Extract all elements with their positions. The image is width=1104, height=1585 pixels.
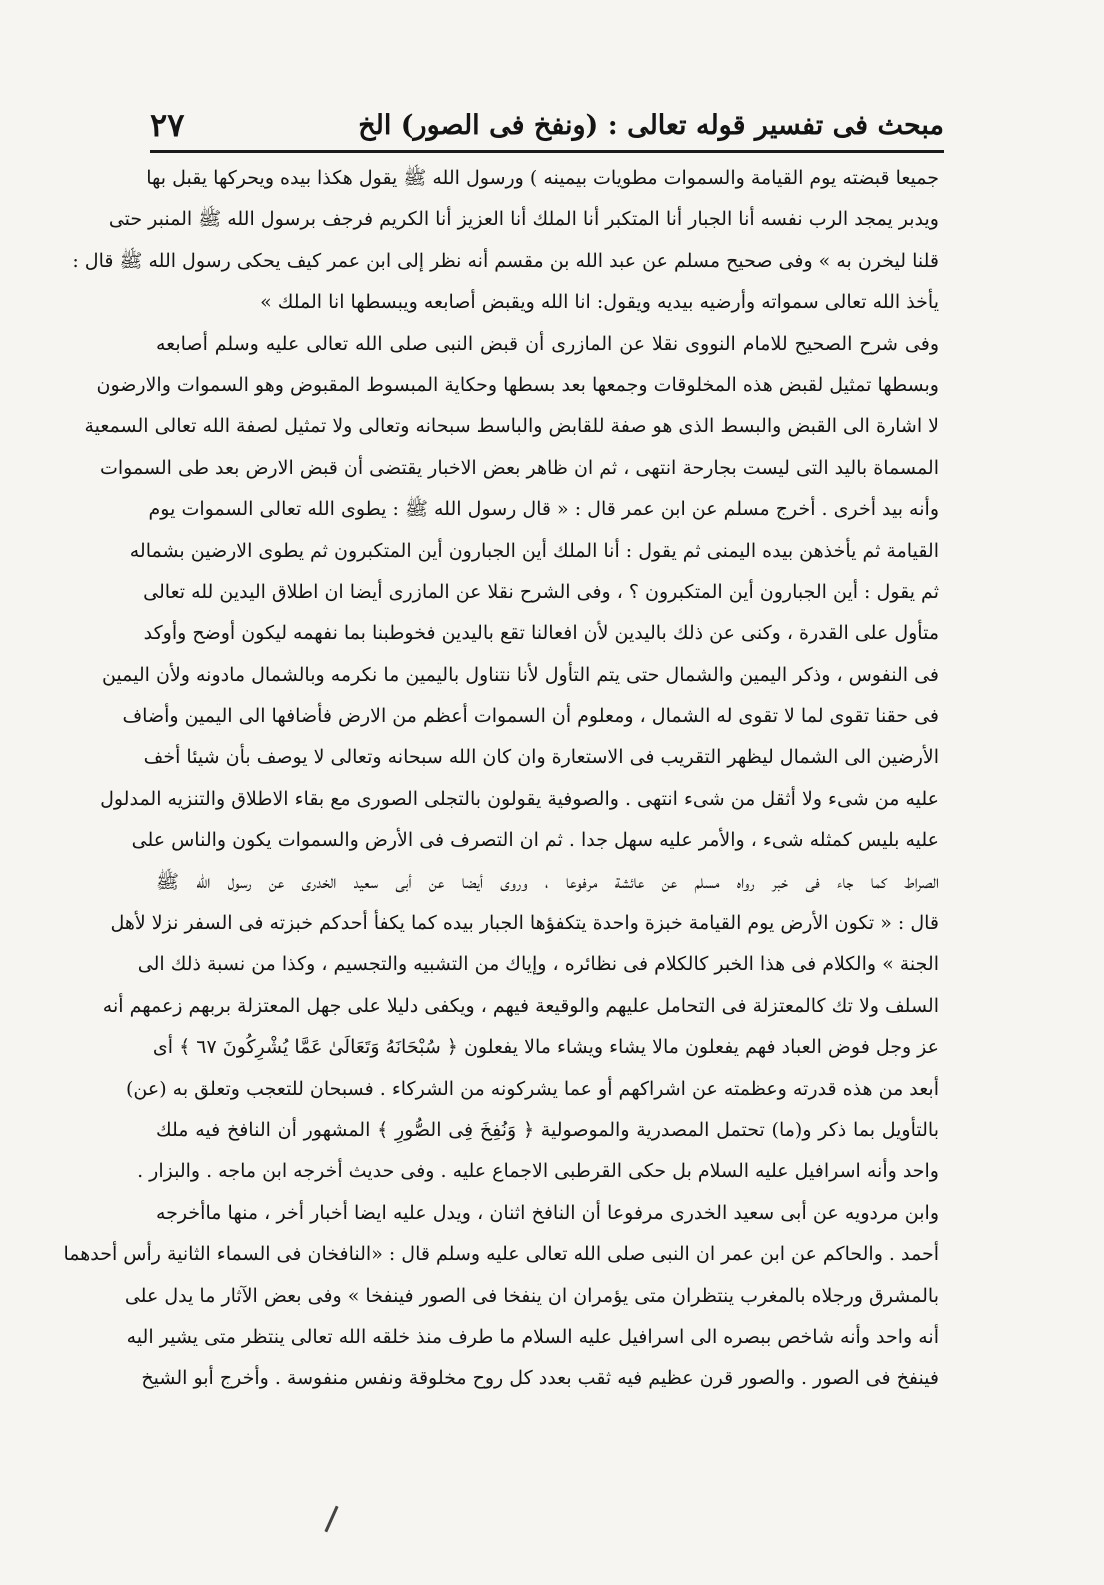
text-line: وأنه بيد أخرى . أخرج مسلم عن ابن عمر قال : « قال رسول الله ﷺ : يطوى الله تعالى السموات يوم [148,498,939,521]
text-line: فى حقنا تقوى لما لا تقوى له الشمال ، ومعلوم أن السموات أعظم من الارض فأضافها الى اليمين وأضاف [122,705,939,728]
text-line: الأرضين الى الشمال ليظهر التقريب فى الاستعارة وان كان الله سبحانه وتعالى لا يوصف بأن شيئا أخف [143,746,939,769]
text-line: متأول على القدرة ، وكنى عن ذلك باليدين لأن افعالنا تقع باليدين فخوطبنا بما نفهمه ليكون أوضح وأوكد [143,622,939,645]
header-rule [150,150,944,153]
text-line: أحمد . والحاكم عن ابن عمر ان النبى صلى الله تعالى عليه وسلم قال : «النافخان فى السماء الثانية رأس أحدهما [63,1243,939,1266]
text-line: بالمشرق ورجلاه بالمغرب ينتظران متى يؤمران ان ينفخا فى الصور فينفخا » وفى بعض الآثار ما يدل على [124,1284,939,1307]
text-line: وبسطها تمثيل لقبض هذه المخلوقات وجمعها بعد بسطها وحكاية المبسوط المقبوض وهو السموات والارضون [96,373,939,396]
text-line: واحد وأنه اسرافيل عليه السلام بل حكى القرطبى الاجماع عليه . وفى حديث أخرجه ابن ماجه . والبزار . [137,1160,939,1183]
text-line: قال : « تكون الأرض يوم القيامة خبزة واحدة يتكفؤها الجبار بيده كما يكفأ أحدكم خبزته فى السفر نزلا لأهل [110,912,939,935]
text-line: فينفخ فى الصور . والصور قرن عظيم فيه ثقب بعدد كل روح مخلوقة ونفس منفوسة . وأخرج أبو الشيخ [141,1367,939,1390]
text-line: لا اشارة الى القبض والبسط الذى هو صفة للقابض والباسط سبحانه وتعالى ولا تمثيل لصفة الله تعالى السمعية [84,415,939,438]
body-text [63,158,939,1400]
text-line: وفى شرح الصحيح للامام النووى نقلا عن المازرى أن قبض النبى صلى الله تعالى عليه وسلم أصابعه [156,332,939,355]
text-line: جميعا قبضته يوم القيامة والسموات مطويات بيمينه ) ورسول الله ﷺ يقول هكذا بيده ويحركها يقبل بها [146,167,939,189]
page-header [150,104,944,152]
text-line: أبعد من هذه قدرته وعظمته عن اشراكهم أو عما يشركونه من الشركاء . فسبحان للتعجب وتعلق به (عن) [126,1077,939,1100]
pen-mark [324,1506,338,1533]
text-line: عليه من شىء ولا أثقل من شىء انتهى . والصوفية يقولون بالتجلى الصورى مع بقاء الاطلاق والتنزيه المدلول [100,787,939,810]
text-line: عز وجل فوض العباد فهم يفعلون مالا يشاء ويشاء مالا يفعلون ﴿ سُبْحَانَهُ وَتَعَالَىٰ عَمَّا يُشْرِكُونَ ٦٧ ﴾ أى [152,1036,939,1059]
text-line: عليه بليس كمثله شىء ، والأمر عليه سهل جدا . ثم ان التصرف فى الأرض والسموات يكون والناس على [131,829,939,852]
text-line: أنه واحد وأنه شاخص ببصره الى اسرافيل عليه السلام ما طرف منذ خلقه الله تعالى ينتظر متى يشير اليه [126,1325,939,1348]
text-line: بالتأويل بما ذكر و(ما) تحتمل المصدرية والموصولية ﴿ وَنُفِخَ فِى الصُّورِ ﴾ المشهور أن النافخ فيه ملك [156,1118,939,1141]
text-line: الجنة » والكلام فى هذا الخبر كالكلام فى نظائره ، وإياك من التشبيه والتجسيم ، وكذا من نسبة ذلك الى [137,953,939,976]
running-title: مبحث فى تفسير قوله تعالى : (ونفخ فى الصور) الخ [358,110,944,141]
text-line: فى النفوس ، وذكر اليمين والشمال حتى يتم التأول لأنا نتناول باليمين ما نكرمه وبالشمال مادونه ولأن اليمين [101,663,939,686]
text-line: القيامة ثم يأخذهن بيده اليمنى ثم يقول : أنا الملك أين الجبارون أين المتكبرون ثم يطوى الارضين بشماله [129,539,939,562]
text-line: ثم يقول : أين الجبارون أين المتكبرون ؟ ، وفى الشرح نقلا عن المازرى أيضا ان اطلاق اليدين لله تعالى [143,580,939,603]
page-number: ٢٧ [150,106,185,144]
text-line: ويدبر يمجد الرب نفسه أنا الجبار أنا المتكبر أنا الملك أنا العزيز أنا الكريم فرجف برسول الله ﷺ المنبر حتى [108,208,939,231]
text-line: السلف ولا تك كالمعتزلة فى التحامل عليهم والوقيعة فيهم ، ويكفى دليلا على جهل المعتزلة بربهم زعمهم أنه [102,994,939,1017]
text-line: الصراط كما جاء فى خبر رواه مسلم عن عائشة مرفوعا ، وروى أيضا عن أبى سعيد الخدرى عن رسول الله ﷺ [156,870,939,893]
text-line: يأخذ الله تعالى سمواته وأرضيه بيديه ويقول: انا الله ويقبض أصابعه ويبسطها انا الملك » [260,291,939,314]
text-line: قلنا ليخرن به » وفى صحيح مسلم عن عبد الله بن مقسم أنه نظر إلى ابن عمر كيف يحكى رسول الله ﷺ قال : [72,249,939,272]
text-line: المسماة باليد التى ليست بجارحة انتهى ، ثم ان ظاهر بعض الاخبار يقتضى أن قبض الارض بعد طى السموات [99,456,939,479]
text-line: وابن مردويه عن أبى سعيد الخدرى مرفوعا أن النافخ اثنان ، ويدل عليه ايضا أخبار أخر ، منها ماأخرجه [156,1201,939,1224]
